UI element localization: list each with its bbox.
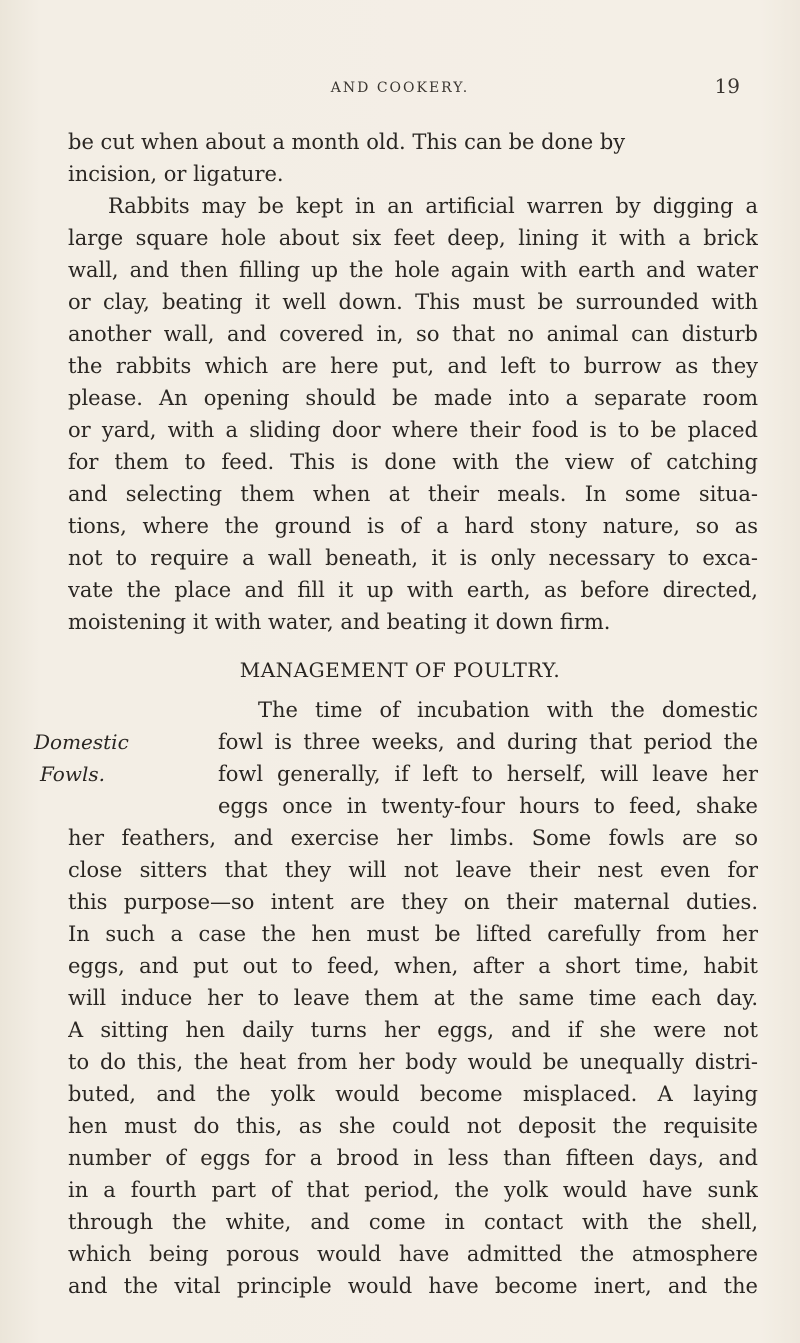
- text-line: buted, and the yolk would become misplaced. A laying: [68, 1082, 758, 1106]
- margin-note: Domestic: [34, 730, 129, 754]
- text-line: her feathers, and exercise her limbs. Some fowls are so: [68, 826, 758, 850]
- text-line: not to require a wall beneath, it is only necessary to exca-: [68, 546, 758, 570]
- text-line: incision, or ligature.: [68, 162, 284, 186]
- section-heading: MANAGEMENT OF POULTRY.: [239, 658, 561, 682]
- text-line: through the white, and come in contact with the shell,: [68, 1210, 758, 1234]
- text-line: In such a case the hen must be lifted carefully from her: [68, 922, 758, 946]
- page-number: 19: [714, 74, 740, 98]
- text-line: eggs, and put out to feed, when, after a short time, habit: [68, 954, 758, 978]
- text-line: which being porous would have admitted the atmosphere: [68, 1242, 758, 1266]
- text-line: and selecting them when at their meals. In some situa-: [68, 482, 758, 506]
- text-line: please. An opening should be made into a separate room: [68, 386, 758, 410]
- text-line: or clay, beating it well down. This must be surrounded with: [68, 290, 758, 314]
- running-head: AND COOKERY.: [330, 80, 470, 96]
- text-line: to do this, the heat from her body would be unequally distri-: [68, 1050, 758, 1074]
- text-line: and the vital principle would have become inert, and the: [68, 1274, 758, 1298]
- text-line: another wall, and covered in, so that no animal can disturb: [68, 322, 758, 346]
- margin-note: Fowls.: [40, 762, 105, 786]
- text-line: moistening it with water, and beating it down firm.: [68, 610, 611, 634]
- text-line: will induce her to leave them at the same time each day.: [68, 986, 758, 1010]
- text-line: number of eggs for a brood in less than fifteen days, and: [68, 1146, 758, 1170]
- text-line: fowl generally, if left to herself, will leave her: [218, 762, 758, 786]
- text-line: for them to feed. This is done with the view of catching: [68, 450, 758, 474]
- text-line: large square hole about six feet deep, lining it with a brick: [68, 226, 758, 250]
- text-line: A sitting hen daily turns her eggs, and if she were not: [68, 1018, 758, 1042]
- text-line: this purpose—so intent are they on their maternal duties.: [68, 890, 758, 914]
- text-line: The time of incubation with the domestic: [258, 698, 758, 722]
- text-line: close sitters that they will not leave their nest even for: [68, 858, 758, 882]
- text-line: be cut when about a month old. This can be done by: [68, 130, 626, 154]
- text-line: in a fourth part of that period, the yolk would have sunk: [68, 1178, 758, 1202]
- text-line: wall, and then filling up the hole again with earth and water: [68, 258, 758, 282]
- text-line: eggs once in twenty-four hours to feed, shake: [218, 794, 758, 818]
- text-line: hen must do this, as she could not deposit the requisite: [68, 1114, 758, 1138]
- text-line: the rabbits which are here put, and left to burrow as they: [68, 354, 758, 378]
- text-line: fowl is three weeks, and during that period the: [218, 730, 758, 754]
- text-line: Rabbits may be kept in an artificial warren by digging a: [108, 194, 758, 218]
- text-line: or yard, with a sliding door where their food is to be placed: [68, 418, 758, 442]
- text-line: vate the place and fill it up with earth, as before directed,: [68, 578, 758, 602]
- text-line: tions, where the ground is of a hard stony nature, so as: [68, 514, 758, 538]
